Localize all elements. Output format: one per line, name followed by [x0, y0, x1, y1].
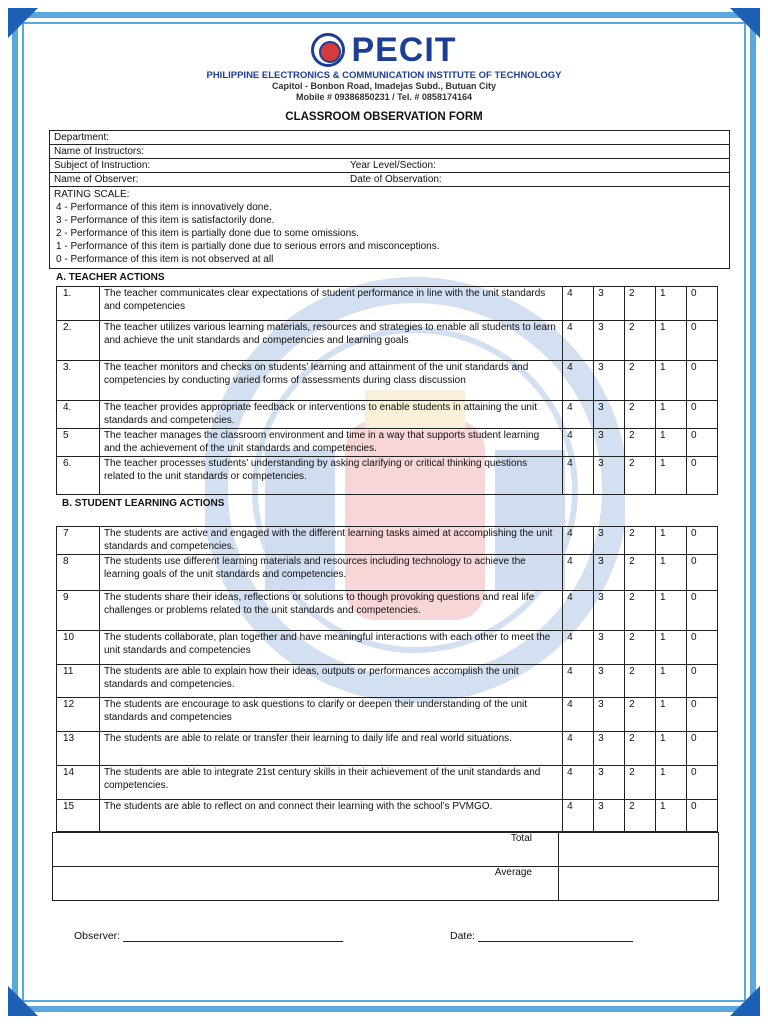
year-level-field[interactable]: Year Level/Section:	[346, 159, 730, 173]
action-row	[57, 732, 718, 766]
score-option[interactable]: 0	[686, 527, 717, 555]
rating-level: 1 - Performance of this item is partially done due to serious errors and misconceptions.	[56, 241, 440, 252]
score-option[interactable]: 0	[686, 698, 717, 732]
average-label: Average	[53, 867, 559, 901]
observer-signature-label: Observer:	[74, 930, 121, 942]
item-number: 14	[57, 766, 100, 800]
score-option[interactable]: 1	[656, 429, 687, 457]
score-option[interactable]: 3	[594, 555, 625, 591]
corner-decoration	[730, 986, 760, 1016]
score-option[interactable]: 0	[686, 766, 717, 800]
score-option[interactable]: 3	[594, 631, 625, 665]
observation-date-field[interactable]: Date of Observation:	[346, 173, 730, 187]
score-option[interactable]: 2	[625, 591, 656, 631]
observer-signature-line[interactable]	[123, 930, 343, 942]
item-description: The students are active and engaged with the different learning tasks aimed at accomplishing the unit standards and competencies.	[99, 527, 562, 555]
item-number: 2.	[57, 321, 100, 361]
date-signature-label: Date:	[450, 930, 476, 942]
rating-level: 2 - Performance of this item is partially done due to some omissions.	[56, 228, 359, 239]
score-option[interactable]: 3	[594, 698, 625, 732]
score-option[interactable]: 0	[686, 457, 717, 495]
action-row	[57, 631, 718, 665]
average-value-cell[interactable]	[559, 867, 719, 901]
form-title: CLASSROOM OBSERVATION FORM	[285, 111, 483, 123]
action-row	[57, 429, 718, 457]
rating-scale	[50, 187, 730, 269]
action-row	[57, 591, 718, 631]
rating-scale-title: RATING SCALE:	[54, 189, 130, 200]
score-option[interactable]: 2	[625, 766, 656, 800]
address: Capitol - Bonbon Road, Imadejas Subd., Butuan City	[271, 81, 496, 91]
score-option[interactable]: 0	[686, 800, 717, 832]
score-option[interactable]: 0	[686, 555, 717, 591]
score-option[interactable]: 2	[625, 527, 656, 555]
score-option[interactable]: 1	[656, 401, 687, 429]
score-option[interactable]: 0	[686, 665, 717, 698]
score-option[interactable]: 4	[563, 527, 594, 555]
score-option[interactable]: 0	[686, 429, 717, 457]
score-option[interactable]: 2	[625, 457, 656, 495]
score-option[interactable]: 4	[563, 766, 594, 800]
item-description: The teacher monitors and checks on students’ learning and attainment of the unit standards and competencies by conducting varied forms of assessments during class discussion	[99, 361, 562, 401]
date-signature-line[interactable]	[478, 930, 633, 942]
item-number: 15	[57, 800, 100, 832]
action-row	[57, 321, 718, 361]
score-option[interactable]: 3	[594, 287, 625, 321]
score-option[interactable]: 4	[563, 665, 594, 698]
score-option[interactable]: 3	[594, 591, 625, 631]
score-option[interactable]: 4	[563, 361, 594, 401]
item-number: 12	[57, 698, 100, 732]
totals-table	[52, 832, 719, 901]
score-option[interactable]: 3	[594, 665, 625, 698]
item-number: 1.	[57, 287, 100, 321]
score-option[interactable]: 1	[656, 665, 687, 698]
score-option[interactable]: 0	[686, 631, 717, 665]
score-option[interactable]: 0	[686, 732, 717, 766]
item-description: The students are able to relate or transfer their learning to daily life and real world situations.	[99, 732, 562, 766]
score-option[interactable]: 0	[686, 401, 717, 429]
score-option[interactable]: 1	[656, 555, 687, 591]
score-option[interactable]: 3	[594, 321, 625, 361]
item-description: The students are encourage to ask questions to clarify or deepen their understanding of the unit standards and competencies	[99, 698, 562, 732]
score-option[interactable]: 4	[563, 287, 594, 321]
subject-field[interactable]: Subject of Instruction:	[50, 159, 347, 173]
score-option[interactable]: 2	[625, 732, 656, 766]
score-option[interactable]: 4	[563, 321, 594, 361]
score-option[interactable]: 1	[656, 800, 687, 832]
student-actions-table	[56, 526, 718, 832]
score-option[interactable]: 4	[563, 800, 594, 832]
score-option[interactable]: 2	[625, 665, 656, 698]
item-number: 10	[57, 631, 100, 665]
action-row	[57, 457, 718, 495]
total-value-cell[interactable]	[559, 833, 719, 867]
score-option[interactable]: 0	[686, 591, 717, 631]
score-option[interactable]: 0	[686, 287, 717, 321]
item-number: 5	[57, 429, 100, 457]
institute-name: PHILIPPINE ELECTRONICS & COMMUNICATION INSTITUTE OF TECHNOLOGY	[206, 70, 562, 81]
total-label: Total	[53, 833, 559, 867]
score-option[interactable]: 2	[625, 698, 656, 732]
score-option[interactable]: 4	[563, 698, 594, 732]
score-option[interactable]: 2	[625, 287, 656, 321]
section-a-title: A. TEACHER ACTIONS	[56, 272, 165, 283]
section-b-title: B. STUDENT LEARNING ACTIONS	[62, 498, 225, 509]
action-row	[57, 555, 718, 591]
score-option[interactable]: 1	[656, 287, 687, 321]
score-option[interactable]: 2	[625, 631, 656, 665]
item-number: 8	[57, 555, 100, 591]
score-option[interactable]: 1	[656, 698, 687, 732]
rating-level: 3 - Performance of this item is satisfactorily done.	[56, 215, 275, 226]
date-signature	[450, 930, 633, 942]
score-option[interactable]: 2	[625, 361, 656, 401]
score-option[interactable]: 3	[594, 457, 625, 495]
observer-name-field[interactable]: Name of Observer:	[50, 173, 347, 187]
brand-name: PECIT	[351, 31, 457, 69]
score-option[interactable]: 1	[656, 457, 687, 495]
score-option[interactable]: 4	[563, 555, 594, 591]
corner-decoration	[8, 986, 38, 1016]
item-number: 13	[57, 732, 100, 766]
item-number: 11	[57, 665, 100, 698]
item-number: 3.	[57, 361, 100, 401]
action-row	[57, 665, 718, 698]
score-option[interactable]: 3	[594, 429, 625, 457]
score-option[interactable]: 1	[656, 321, 687, 361]
item-description: The teacher manages the classroom environment and time in a way that supports student learning and the achievement of the unit standards and competencies.	[99, 429, 562, 457]
school-seal-icon	[311, 33, 345, 67]
score-option[interactable]: 3	[594, 527, 625, 555]
instructors-field[interactable]: Name of Instructors:	[50, 145, 730, 159]
item-description: The students are able to reflect on and connect their learning with the school’s PVMGO.	[99, 800, 562, 832]
score-option[interactable]: 2	[625, 429, 656, 457]
score-option[interactable]: 1	[656, 527, 687, 555]
score-option[interactable]: 4	[563, 732, 594, 766]
score-option[interactable]: 4	[563, 631, 594, 665]
action-row	[57, 766, 718, 800]
item-description: The students are able to explain how their ideas, outputs or performances accomplish the unit standards and competencies.	[99, 665, 562, 698]
contact-numbers: Mobile # 09386850231 / Tel. # 0858174164	[296, 92, 472, 102]
score-option[interactable]: 1	[656, 591, 687, 631]
teacher-actions-table	[56, 286, 718, 495]
action-row	[57, 698, 718, 732]
score-option[interactable]: 3	[594, 732, 625, 766]
score-option[interactable]: 0	[686, 361, 717, 401]
score-option[interactable]: 3	[594, 766, 625, 800]
score-option[interactable]: 2	[625, 321, 656, 361]
action-row	[57, 401, 718, 429]
action-row	[57, 361, 718, 401]
item-description: The teacher provides appropriate feedback or interventions to enable students in attaining the unit standards and competencies.	[99, 401, 562, 429]
score-option[interactable]: 3	[594, 361, 625, 401]
score-option[interactable]: 1	[656, 631, 687, 665]
score-option[interactable]: 1	[656, 766, 687, 800]
score-option[interactable]: 2	[625, 555, 656, 591]
score-option[interactable]: 4	[563, 457, 594, 495]
score-option[interactable]: 4	[563, 429, 594, 457]
department-field[interactable]: Department:	[50, 131, 730, 145]
action-row	[57, 287, 718, 321]
item-number: 6.	[57, 457, 100, 495]
item-description: The teacher utilizes various learning materials, resources and strategies to enable all students to learn and achieve the unit standards and competencies and learning goals	[99, 321, 562, 361]
item-description: The students collaborate, plan together and have meaningful interactions with each other to meet the unit standards and competencies	[99, 631, 562, 665]
item-description: The teacher communicates clear expectations of student performance in line with the unit standards and competencies	[99, 287, 562, 321]
score-option[interactable]: 4	[563, 401, 594, 429]
action-row	[57, 527, 718, 555]
score-option[interactable]: 4	[563, 591, 594, 631]
score-option[interactable]: 0	[686, 321, 717, 361]
item-description: The teacher processes students’ understanding by asking clarifying or critical thinking questions related to the unit standards or competencies.	[99, 457, 562, 495]
rating-level: 4 - Performance of this item is innovatively done.	[56, 202, 272, 213]
item-number: 7	[57, 527, 100, 555]
item-description: The students use different learning materials and resources including technology to achieve the learning goals of the unit standards and competencies.	[99, 555, 562, 591]
letterhead	[0, 30, 768, 123]
score-option[interactable]: 2	[625, 401, 656, 429]
item-number: 4.	[57, 401, 100, 429]
item-description: The students share their ideas, reflections or solutions to though provoking questions and real life challenges or problems related to the unit standards and competencies.	[99, 591, 562, 631]
score-option[interactable]: 1	[656, 361, 687, 401]
score-option[interactable]: 1	[656, 732, 687, 766]
rating-level: 0 - Performance of this item is not observed at all	[56, 254, 274, 265]
score-option[interactable]: 3	[594, 800, 625, 832]
item-description: The students are able to integrate 21st century skills in their achievement of the unit standards and competencies.	[99, 766, 562, 800]
action-row	[57, 800, 718, 832]
observer-signature	[74, 930, 343, 942]
info-table	[49, 130, 730, 269]
score-option[interactable]: 3	[594, 401, 625, 429]
score-option[interactable]: 2	[625, 800, 656, 832]
item-number: 9	[57, 591, 100, 631]
